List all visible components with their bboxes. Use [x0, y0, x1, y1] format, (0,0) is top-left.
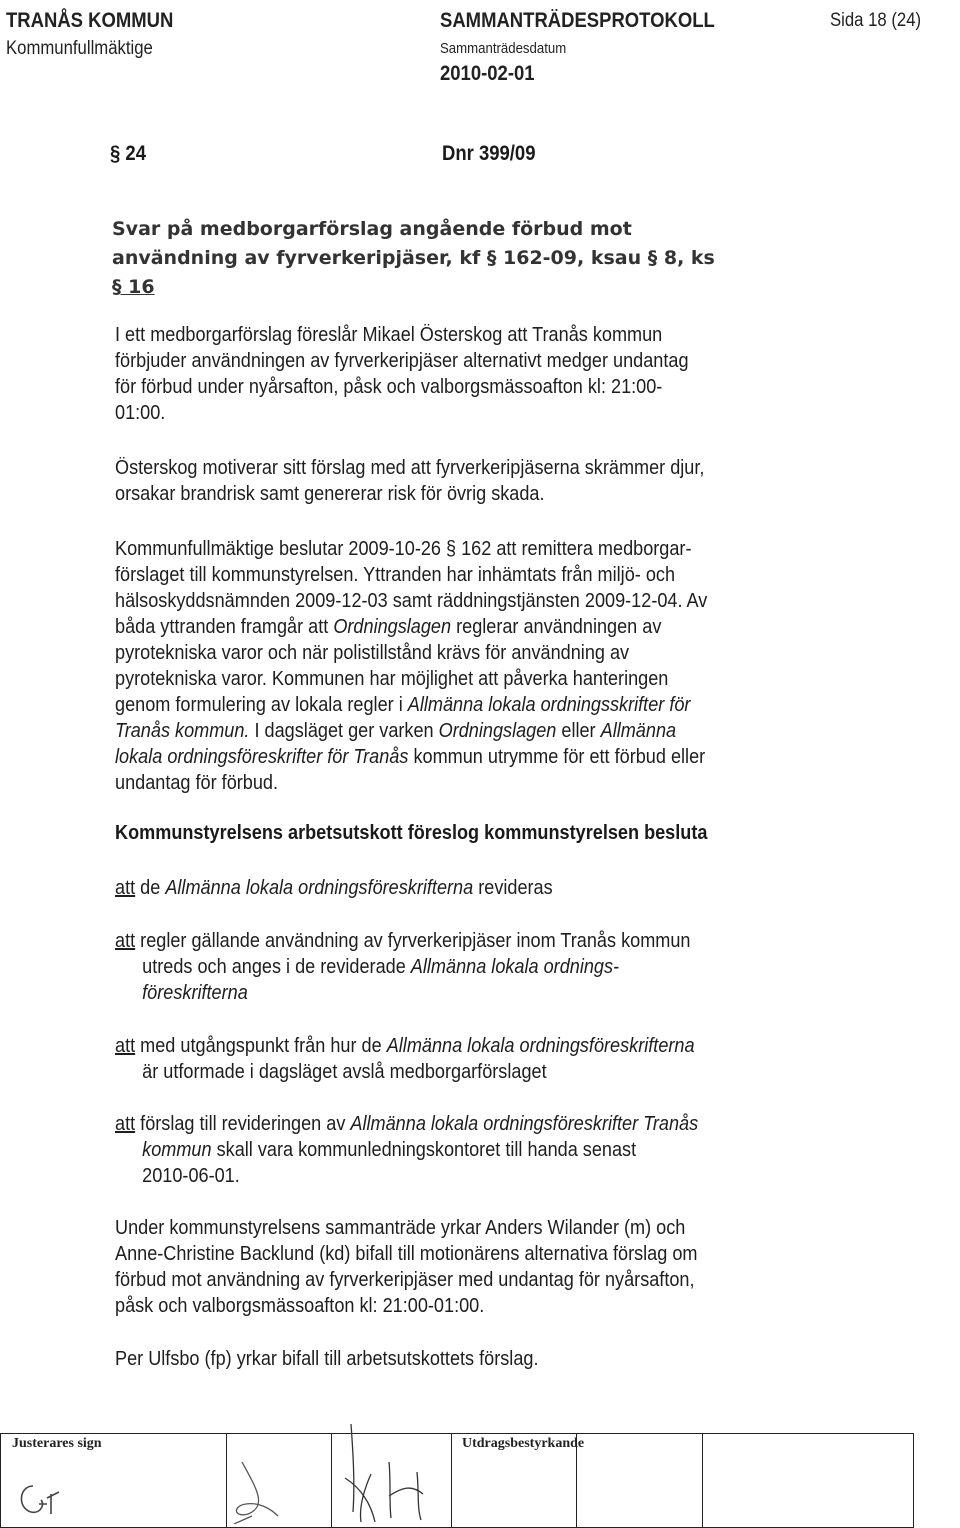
text-line: Anne-Christine Backlund (kd) bifall till motionärens alternativa förslag om [115, 1243, 698, 1265]
date-label: Sammanträdesdatum [440, 40, 567, 57]
text-span-italic: Allmänna lokala ordnings- [410, 956, 620, 978]
text-span-italic: Allmänna [600, 720, 677, 742]
text-span: de [135, 877, 166, 899]
text-span-italic: kommun [142, 1139, 212, 1161]
sign-cell-3 [331, 1434, 452, 1527]
att-word: att [115, 877, 136, 899]
text-line [115, 744, 767, 770]
title-line-1: Svar på medborgarförslag angående förbud mot [112, 218, 632, 240]
text-span: reglerar användningen av [451, 616, 662, 638]
text-span-italic: Ordningslagen [333, 616, 452, 638]
body-name: Kommunfullmäktige [6, 38, 153, 59]
text-line: förslaget till kommunstyrelsen. Yttranden har inhämtats från miljö- och [115, 564, 676, 586]
text-line: Under kommunstyrelsens sammanträde yrkar Anders Wilander (m) och [115, 1217, 686, 1239]
text-line: undantag för förbud. [115, 772, 279, 794]
text-line [115, 718, 767, 744]
body-paragraph-2 [115, 455, 767, 507]
text-line: 2010-06-01. [142, 1165, 240, 1187]
text-line: Österskog motiverar sitt förslag med att fyrverkeripjäserna skrämmer djur, [115, 457, 705, 479]
text-span: eller [556, 720, 601, 742]
text-line [115, 980, 767, 1006]
sign-cell-4 [451, 1434, 585, 1527]
body-paragraph-5: Per Ulfsbo (fp) yrkar bifall till arbetsutskottets förslag. [115, 1348, 539, 1370]
text-line [115, 692, 767, 718]
signature-initials-3 [331, 1422, 451, 1528]
dnr: Dnr 399/09 [442, 142, 536, 165]
att-item-1 [115, 875, 767, 901]
text-span: utreds och anges i de reviderade [142, 956, 411, 978]
org-name: TRANÅS KOMMUN [6, 9, 174, 32]
sign-cell-2 [226, 1434, 332, 1527]
text-line: är utformade i dagsläget avslå medborgarförslaget [142, 1061, 547, 1083]
sign-cell-5 [576, 1434, 703, 1527]
text-line: pyrotekniska varor. Kommunen har möjlighet att påverka hanteringen [115, 668, 669, 690]
text-span: kommun utrymme för ett förbud eller [408, 746, 706, 768]
text-span-italic: Allmänna lokala ordningsföreskrifterna [165, 877, 474, 899]
text-span-italic: föreskrifterna [142, 982, 248, 1004]
text-line [115, 614, 767, 640]
text-line: förbud mot användning av fyrverkeripjäser med undantag för nyårsafton, [115, 1269, 695, 1291]
text-span-italic: lokala ordningsföreskrifter för Tranås [115, 746, 409, 768]
text-span: båda yttranden framgår att [115, 616, 334, 638]
sign-cell-6 [702, 1434, 913, 1527]
body-paragraph-3 [115, 536, 767, 796]
title-line-2: användning av fyrverkeripjäser, kf § 162-09, ksau § 8, ks [112, 247, 715, 269]
text-line: pyrotekniska varor och när polistillstånd krävs för användning av [115, 642, 630, 664]
att-word: att [115, 1113, 136, 1135]
justerares-label: Justerares sign [12, 1436, 102, 1451]
text-line [115, 1137, 767, 1163]
text-line: för förbud under nyårsafton, påsk och valborgsmässoafton kl: 21:00- [115, 376, 663, 398]
text-span: förslag till revideringen av [135, 1113, 351, 1135]
att-item-3 [115, 1033, 767, 1085]
text-span-italic: Allmänna lokala ordningsskrifter för [407, 694, 691, 716]
title-line-3: § 16 [112, 276, 155, 298]
text-span-italic: Allmänna lokala ordningsföreskrifter Tranås [350, 1113, 699, 1135]
att-word: att [115, 930, 136, 952]
signature-initials-2 [204, 1444, 294, 1524]
text-line: 01:00. [115, 402, 166, 424]
utdrag-label: Utdragsbestyrkande [462, 1436, 585, 1451]
att-item-2 [115, 928, 767, 1006]
text-span: I dagsläget ger varken [249, 720, 439, 742]
text-line: Kommunfullmäktige beslutar 2009-10-26 § 162 att remittera medborgar- [115, 538, 692, 560]
text-line: hälsoskyddsnämnden 2009-12-03 samt räddningstjänsten 2009-12-04. Av [115, 590, 708, 612]
page-title [112, 215, 812, 302]
meeting-date: 2010-02-01 [440, 62, 535, 85]
text-line: påsk och valborgsmässoafton kl: 21:00-01:00. [115, 1295, 485, 1317]
body-paragraph-1 [115, 322, 767, 426]
sign-cell-1 [1, 1434, 227, 1527]
text-line: förbjuder användningen av fyrverkeripjäser alternativt medger undantag [115, 350, 689, 372]
text-span-italic: Allmänna lokala ordningsföreskrifterna [386, 1035, 695, 1057]
text-line [115, 954, 767, 980]
text-span: genom formulering av lokala regler i [115, 694, 408, 716]
body-paragraph-4 [115, 1215, 767, 1319]
att-word: att [115, 1035, 136, 1057]
att-item-4 [115, 1111, 767, 1189]
section-heading: Kommunstyrelsens arbetsutskott föreslog kommunstyrelsen besluta [115, 822, 708, 844]
paragraph-number: § 24 [110, 142, 146, 165]
text-span: skall vara kommunledningskontoret till handa senast [211, 1139, 637, 1161]
text-line: I ett medborgarförslag föreslår Mikael Österskog att Tranås kommun [115, 324, 663, 346]
text-span: regler gällande användning av fyrverkeripjäser inom Tranås kommun [135, 930, 691, 952]
text-line: orsakar brandrisk samt genererar risk för övrig skada. [115, 483, 545, 505]
page-number: Sida 18 (24) [830, 10, 922, 31]
doc-type: SAMMANTRÄDESPROTOKOLL [440, 9, 715, 32]
text-span-italic: Ordningslagen [438, 720, 557, 742]
text-span-italic: Tranås kommun. [115, 720, 250, 742]
signature-initials-1 [11, 1474, 81, 1524]
signature-table [0, 1433, 914, 1528]
text-span: revideras [473, 877, 553, 899]
text-span: med utgångspunkt från hur de [135, 1035, 387, 1057]
